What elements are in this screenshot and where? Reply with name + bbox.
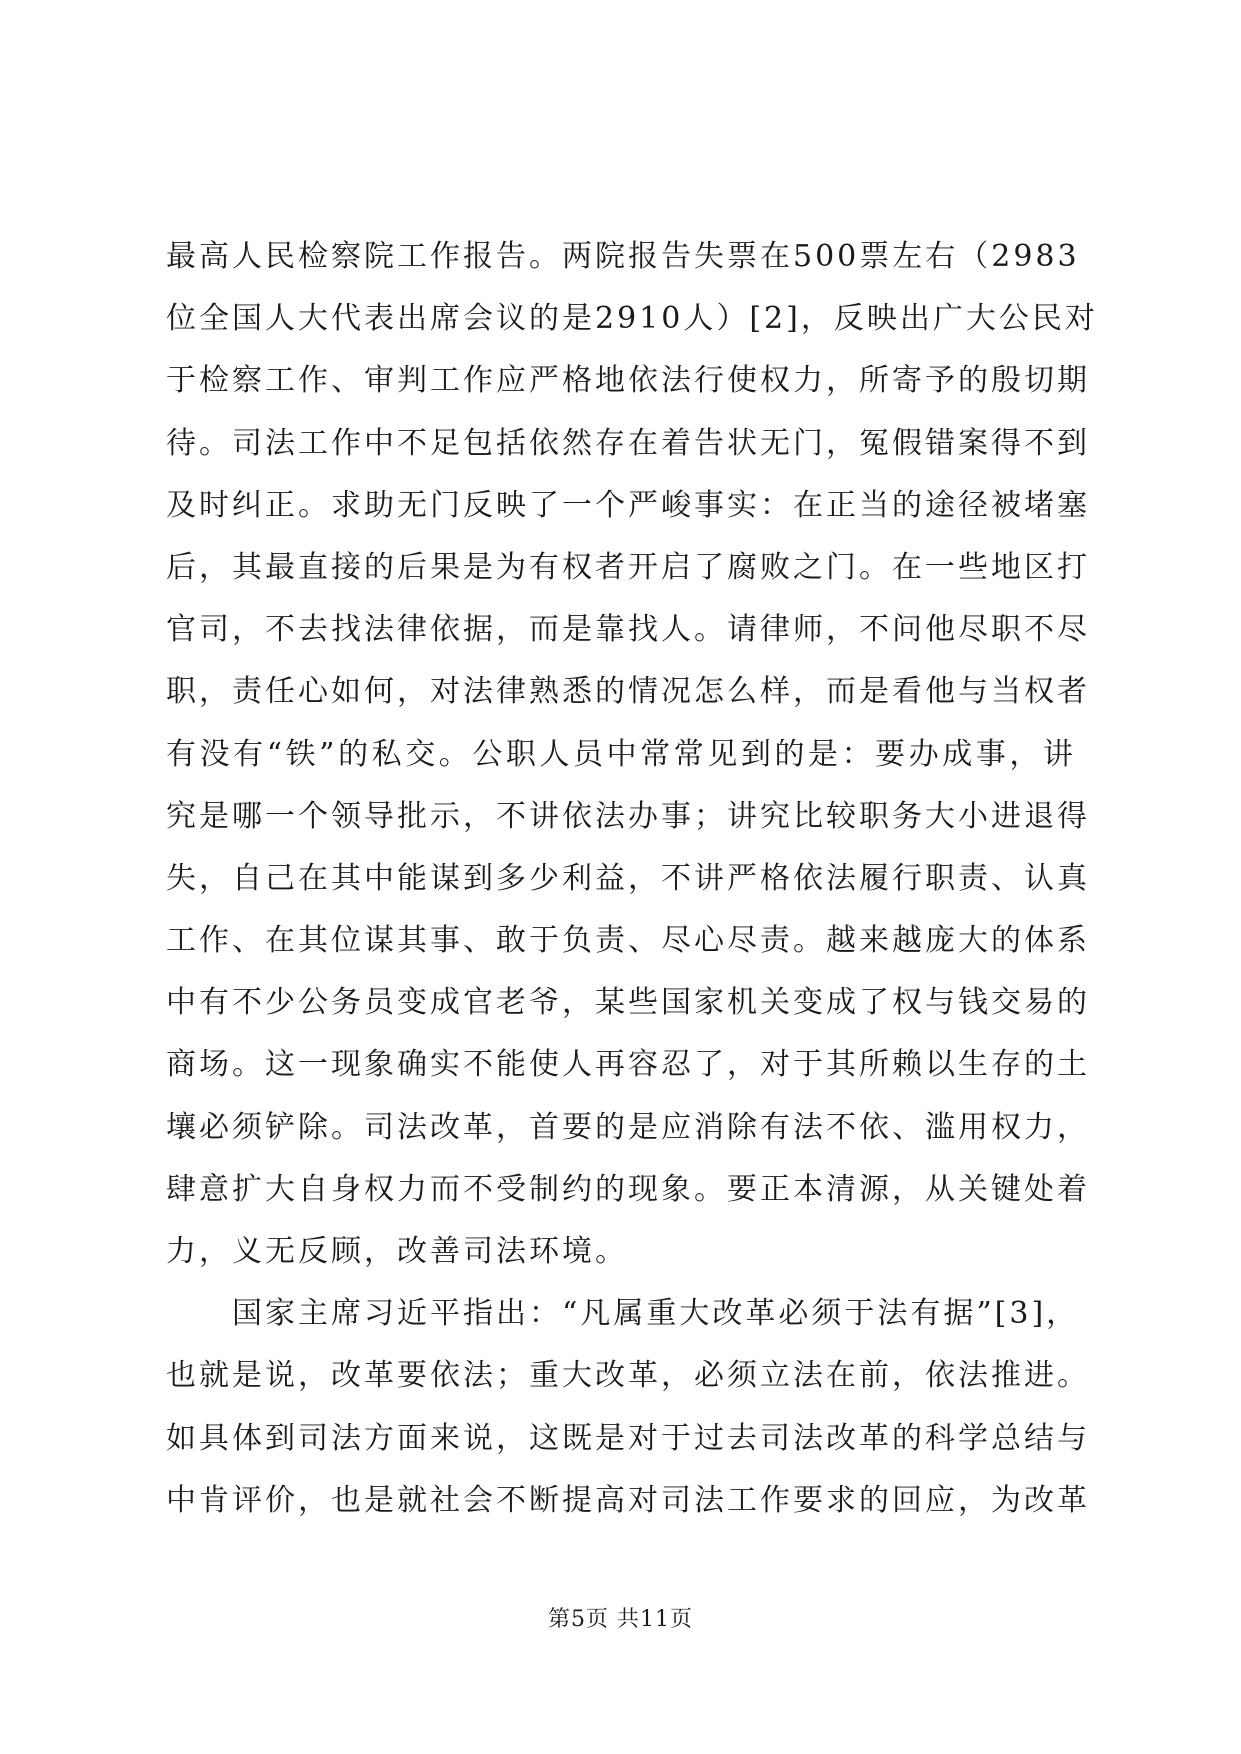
text-line: 究是哪一个领导批示，不讲依法办事；讲究比较职务大小进退得 [166,798,1090,834]
page-number-footer: 第5页 共11页 [548,1607,693,1632]
text-line: 中有不少公务员变成官老爷，某些国家机关变成了权与钱交易的 [166,985,1090,1021]
text-line: 国家主席习近平指出：“凡属重大改革必须于法有据”[3]， [166,1296,1080,1332]
text-line: 有没有“铁”的私交。公职人员中常常见到的是：要办成事，讲 [166,736,1076,772]
body-text [166,226,1098,1532]
text-line: 商场。这一现象确实不能使人再容忍了，对于其所赖以生存的土 [166,1047,1090,1083]
text-line: 工作、在其位谋其事、敢于负责、尽心尽责。越来越庞大的体系 [166,923,1090,959]
text-line: 肆意扩大自身权力而不受制约的现象。要正本清源，从关键处着 [166,1171,1090,1207]
text-line: 如具体到司法方面来说，这既是对于过去司法改革的科学总结与 [166,1420,1090,1456]
text-line: 待。司法工作中不足包括依然存在着告状无门，冤假错案得不到 [166,425,1090,461]
text-line: 于检察工作、审判工作应严格地依法行使权力，所寄予的殷切期 [166,363,1090,399]
text-line: 力，义无反顾，改善司法环境。 [166,1234,628,1269]
text-line: 失，自己在其中能谋到多少利益，不讲严格依法履行职责、认真 [166,860,1090,896]
text-line: 后，其最直接的后果是为有权者开启了腐败之门。在一些地区打 [166,549,1090,585]
text-line: 位全国人大代表出席会议的是2910人）[2]，反映出广大公民对 [166,301,1098,337]
text-line: 官司，不去找法律依据，而是靠找人。请律师，不问他尽职不尽 [166,612,1090,648]
text-line: 职，责任心如何，对法律熟悉的情况怎么样，而是看他与当权者 [166,674,1090,710]
text-line: 壤必须铲除。司法改革，首要的是应消除有法不依、滥用权力， [166,1109,1090,1145]
text-line: 中肯评价，也是就社会不断提高对司法工作要求的回应，为改革 [166,1482,1090,1518]
text-line: 也就是说，改革要依法；重大改革，必须立法在前，依法推进。 [166,1358,1090,1394]
text-line: 最高人民检察院工作报告。两院报告失票在500票左右（2983 [166,239,1080,274]
text-line: 及时纠正。求助无门反映了一个严峻事实：在正当的途径被堵塞 [166,487,1090,523]
